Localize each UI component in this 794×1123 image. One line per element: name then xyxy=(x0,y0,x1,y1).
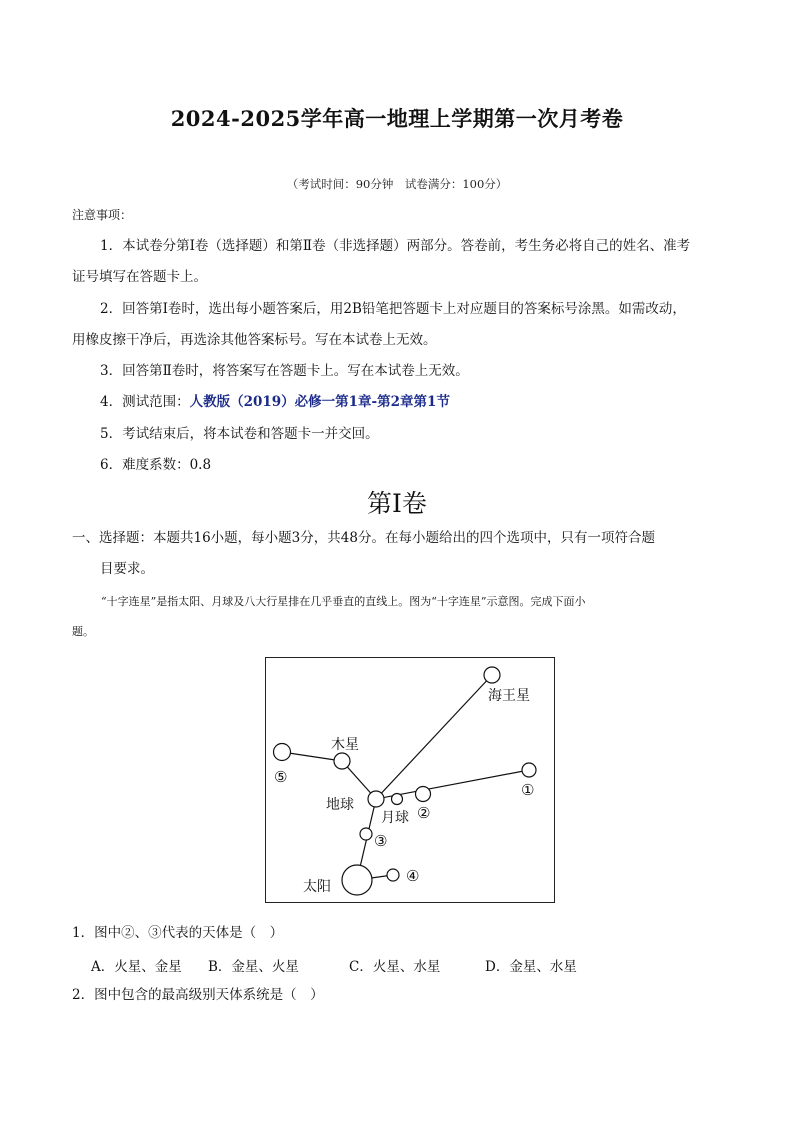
test-range: 人教版（2019）必修一第1章-第2章第1节 xyxy=(189,394,450,410)
notice-4-prefix: 4．测试范围： xyxy=(100,394,190,410)
label-3: ③ xyxy=(374,832,388,850)
body-5 xyxy=(274,744,291,761)
part-one-line1: 一、选择题：本题共16小题，每小题3分，共48分。在每小题给出的四个选项中，只有一项符合题 xyxy=(72,530,655,546)
diagram-svg xyxy=(266,658,556,904)
body-1 xyxy=(522,763,536,777)
option-a: A．火星、金星 xyxy=(91,959,182,975)
question-1-options xyxy=(91,955,577,975)
cross-alignment-diagram xyxy=(265,657,555,903)
notice-4 xyxy=(100,393,450,411)
label-2: ② xyxy=(417,804,431,822)
question-1: 1．图中②、③代表的天体是（ ） xyxy=(72,925,284,941)
body-2 xyxy=(416,787,431,802)
label-1: ① xyxy=(521,781,535,799)
moon-body xyxy=(392,794,403,805)
label-sun: 太阳 xyxy=(303,879,331,895)
notice-6: 6．难度系数：0.8 xyxy=(100,457,212,473)
notice-1b: 证号填写在答题卡上。 xyxy=(72,269,207,285)
notice-heading: 注意事项： xyxy=(72,208,133,222)
label-neptune: 海王星 xyxy=(488,688,530,704)
label-earth: 地球 xyxy=(326,797,354,813)
earth-body xyxy=(368,791,384,807)
section-title: 第Ⅰ卷 xyxy=(367,489,427,518)
notice-2a: 2．回答第Ⅰ卷时，选出每小题答案后，用2B铅笔把答题卡上对应题目的答案标号涂黑。如需改动， xyxy=(100,301,686,317)
body-3 xyxy=(360,828,372,840)
label-jupiter: 木星 xyxy=(331,737,359,753)
material-line2: 题。 xyxy=(72,625,94,638)
notice-3: 3．回答第Ⅱ卷时，将答案写在答题卡上。写在本试卷上无效。 xyxy=(100,363,469,379)
neptune-body xyxy=(484,667,500,683)
notice-1a: 1．本试卷分第Ⅰ卷（选择题）和第Ⅱ卷（非选择题）两部分。答卷前，考生务必将自己的姓名、准考 xyxy=(100,238,691,254)
option-d: D．金星、水星 xyxy=(485,959,577,975)
body-4 xyxy=(387,869,399,881)
sun-body xyxy=(342,865,372,895)
jupiter-body xyxy=(334,753,350,769)
material-line1: “十字连星”是指太阳、月球及八大行星排在几乎垂直的直线上。图为“十字连星”示意图。完成下面小 xyxy=(101,595,586,608)
line-5-jupiter xyxy=(282,752,342,761)
option-c: C．火星、水星 xyxy=(349,959,441,975)
exam-info: （考试时间：90分钟 试卷满分：100分） xyxy=(286,177,508,191)
part-one-line2: 目要求。 xyxy=(100,561,154,577)
notice-5: 5．考试结束后，将本试卷和答题卡一并交回。 xyxy=(100,426,379,442)
label-moon: 月球 xyxy=(381,810,409,826)
label-4: ④ xyxy=(406,867,420,885)
question-2: 2．图中包含的最高级别天体系统是（ ） xyxy=(72,987,324,1003)
option-b: B．金星、火星 xyxy=(208,959,299,975)
notice-2b: 用橡皮擦干净后，再选涂其他答案标号。写在本试卷上无效。 xyxy=(72,332,437,348)
label-5: ⑤ xyxy=(274,768,288,786)
page-title: 2024-2025学年高一地理上学期第一次月考卷 xyxy=(170,106,624,131)
